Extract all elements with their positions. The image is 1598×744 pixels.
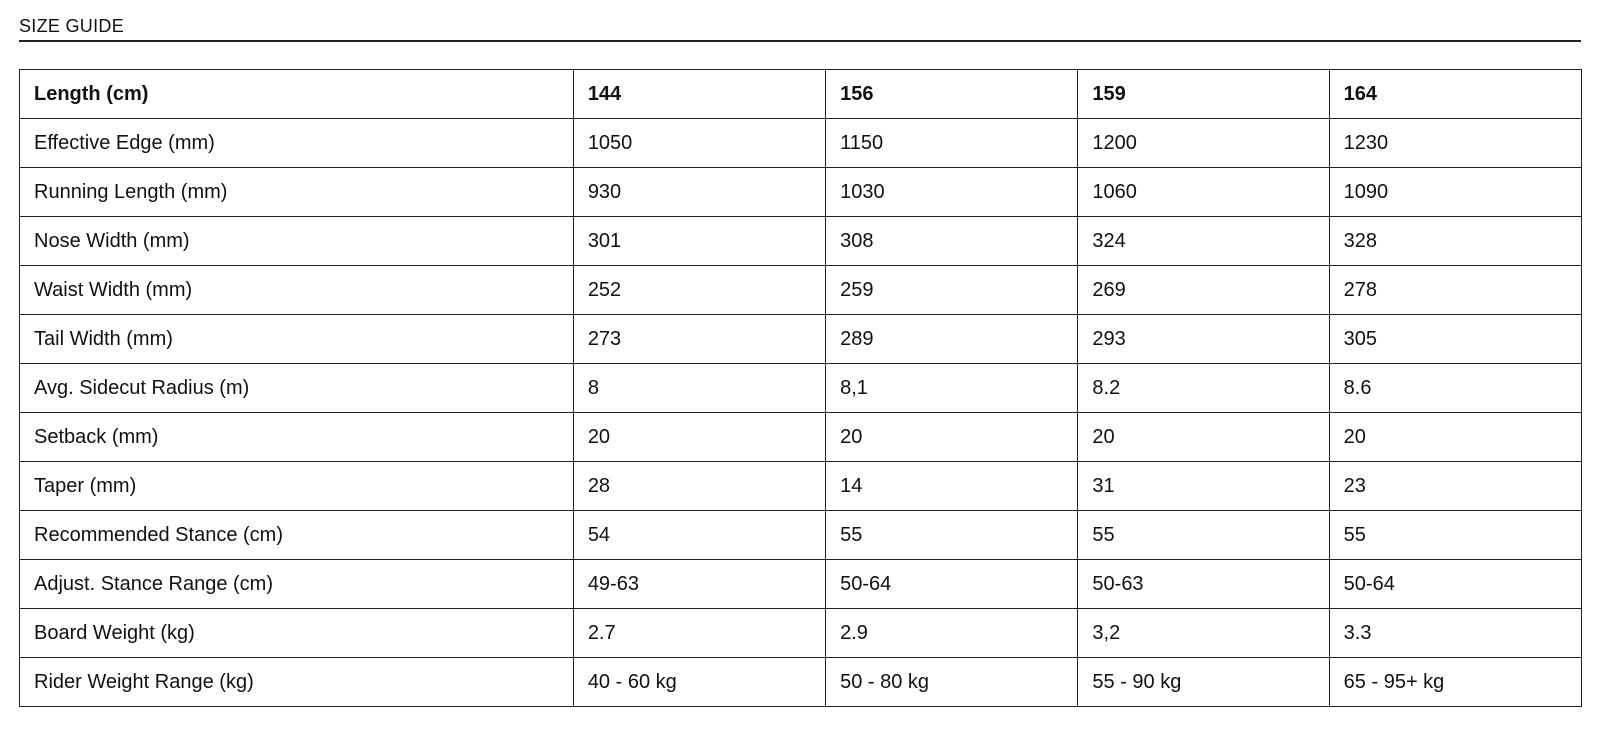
table-row <box>20 315 1582 364</box>
header-cell: 156 <box>826 70 1078 119</box>
table-cell: 289 <box>826 315 1078 364</box>
table-cell: 259 <box>826 266 1078 315</box>
table-cell: 65 - 95+ kg <box>1329 658 1581 707</box>
row-label: Tail Width (mm) <box>20 315 574 364</box>
table-cell: 54 <box>573 511 825 560</box>
table-cell: 273 <box>573 315 825 364</box>
row-label: Setback (mm) <box>20 413 574 462</box>
table-cell: 55 <box>1329 511 1581 560</box>
table-cell: 8,1 <box>826 364 1078 413</box>
header-cell: 159 <box>1078 70 1329 119</box>
table-cell: 20 <box>573 413 825 462</box>
table-cell: 269 <box>1078 266 1329 315</box>
table-cell: 930 <box>573 168 825 217</box>
table-cell: 3.3 <box>1329 609 1581 658</box>
size-guide-table <box>19 69 1582 707</box>
table-row <box>20 658 1582 707</box>
table-cell: 328 <box>1329 217 1581 266</box>
header-cell: Length (cm) <box>20 70 574 119</box>
size-guide-header <box>19 14 1581 42</box>
table-cell: 20 <box>1078 413 1329 462</box>
table-cell: 2.9 <box>826 609 1078 658</box>
row-label: Effective Edge (mm) <box>20 119 574 168</box>
table-cell: 1060 <box>1078 168 1329 217</box>
table-cell: 305 <box>1329 315 1581 364</box>
header-cell: 144 <box>573 70 825 119</box>
table-row <box>20 217 1582 266</box>
table-cell: 50-63 <box>1078 560 1329 609</box>
row-label: Rider Weight Range (kg) <box>20 658 574 707</box>
table-cell: 1050 <box>573 119 825 168</box>
table-row <box>20 119 1582 168</box>
row-label: Board Weight (kg) <box>20 609 574 658</box>
table-cell: 31 <box>1078 462 1329 511</box>
table-cell: 14 <box>826 462 1078 511</box>
table-row <box>20 413 1582 462</box>
table-cell: 1230 <box>1329 119 1581 168</box>
row-label: Running Length (mm) <box>20 168 574 217</box>
table-cell: 49-63 <box>573 560 825 609</box>
header-cell: 164 <box>1329 70 1581 119</box>
table-row <box>20 266 1582 315</box>
table-header-row <box>20 70 1582 119</box>
table-cell: 8.6 <box>1329 364 1581 413</box>
table-row <box>20 364 1582 413</box>
table-cell: 20 <box>1329 413 1581 462</box>
table-cell: 50-64 <box>1329 560 1581 609</box>
table-cell: 2.7 <box>573 609 825 658</box>
table-cell: 324 <box>1078 217 1329 266</box>
table-cell: 50-64 <box>826 560 1078 609</box>
table-row <box>20 168 1582 217</box>
table-cell: 28 <box>573 462 825 511</box>
table-cell: 308 <box>826 217 1078 266</box>
table-cell: 8.2 <box>1078 364 1329 413</box>
table-row <box>20 511 1582 560</box>
table-cell: 23 <box>1329 462 1581 511</box>
table-cell: 1150 <box>826 119 1078 168</box>
row-label: Adjust. Stance Range (cm) <box>20 560 574 609</box>
row-label: Taper (mm) <box>20 462 574 511</box>
table-cell: 1200 <box>1078 119 1329 168</box>
table-cell: 55 <box>826 511 1078 560</box>
row-label: Recommended Stance (cm) <box>20 511 574 560</box>
table-cell: 301 <box>573 217 825 266</box>
table-cell: 55 <box>1078 511 1329 560</box>
table-cell: 1030 <box>826 168 1078 217</box>
table-cell: 3,2 <box>1078 609 1329 658</box>
table-cell: 20 <box>826 413 1078 462</box>
table-cell: 8 <box>573 364 825 413</box>
table-row <box>20 560 1582 609</box>
table-cell: 278 <box>1329 266 1581 315</box>
row-label: Nose Width (mm) <box>20 217 574 266</box>
table-cell: 293 <box>1078 315 1329 364</box>
table-cell: 50 - 80 kg <box>826 658 1078 707</box>
row-label: Waist Width (mm) <box>20 266 574 315</box>
section-title: SIZE GUIDE <box>19 16 125 36</box>
table-cell: 1090 <box>1329 168 1581 217</box>
table-row <box>20 462 1582 511</box>
row-label: Avg. Sidecut Radius (m) <box>20 364 574 413</box>
table-cell: 40 - 60 kg <box>573 658 825 707</box>
table-cell: 252 <box>573 266 825 315</box>
table-row <box>20 609 1582 658</box>
table-cell: 55 - 90 kg <box>1078 658 1329 707</box>
